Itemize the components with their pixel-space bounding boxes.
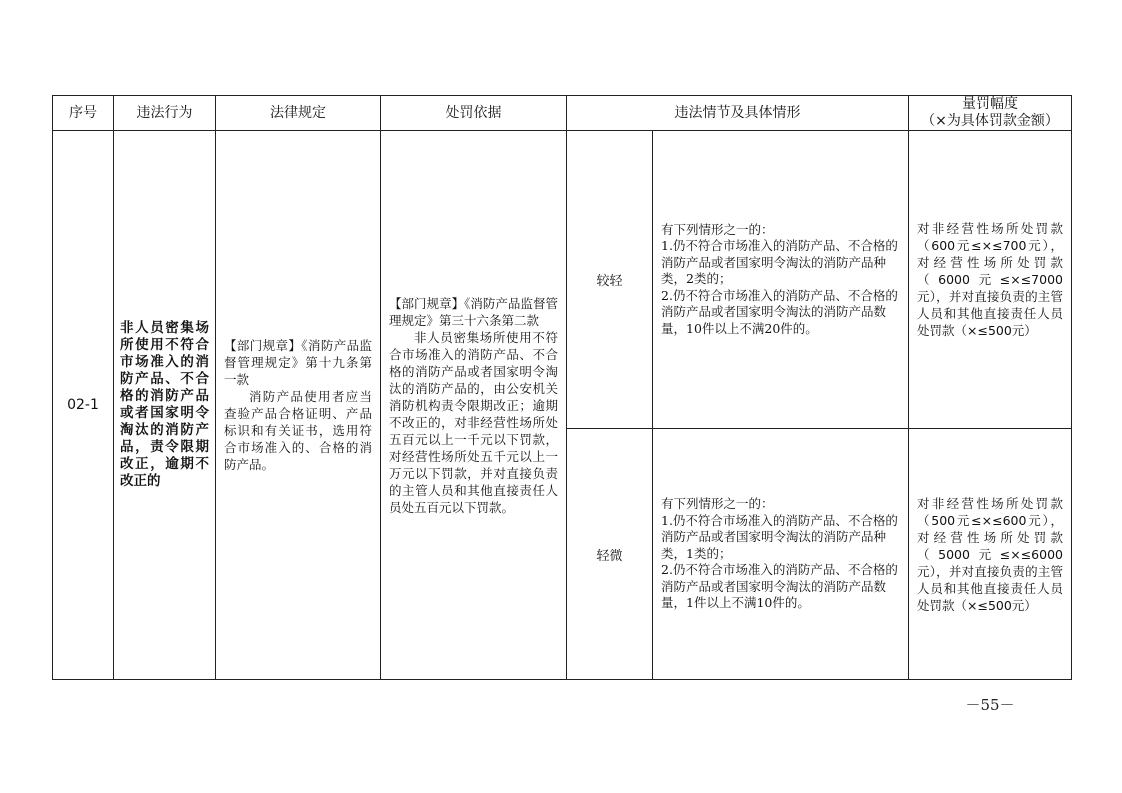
basis-text: 非人员密集场所使用不符合市场准入的消防产品、不合格的消防产品或者国家明令淘汰的消防产品的，由公安机关消防机构责令限期改正；逾期不改正的，对非经营性场所处五百元以上一千元以下罚款，对经营性场所处五千元以上一万元以下罚款，并对直接负责的主管人员和其他直接责任人员处五百元以下罚款。: [389, 329, 558, 515]
header-basis: 处罚依据: [381, 96, 567, 131]
level-fine-2: 对非经营性场所处罚款（500元≤×≤600元），对经营性场所处罚款（5000元≤×≤6000元），并对直接负责的主管人员和其他直接责任人员处罚款（×≤500元）: [909, 429, 1072, 680]
level-detail-1-item1: 1.仍不符合市场准入的消防产品、不合格的消防产品或者国家明令淘汰的消防产品种类，2类的；: [661, 238, 898, 287]
page-number: －55－: [965, 696, 1015, 714]
header-seq: 序号: [53, 96, 114, 131]
basis-title: 【部门规章】《消防产品监督管理规定》第三十六条第二款: [389, 295, 558, 328]
header-law: 法律规定: [216, 96, 381, 131]
header-behavior: 违法行为: [114, 96, 216, 131]
header-circumstance: 违法情节及具体情形: [567, 96, 909, 131]
level-detail-2-item1: 1.仍不符合市场准入的消防产品、不合格的消防产品或者国家明令淘汰的消防产品种类，1类的；: [661, 512, 898, 561]
level-fine-1: 对非经营性场所处罚款（600元≤×≤700元），对经营性场所处罚款（6000元≤×≤7000元），并对直接负责的主管人员和其他直接责任人员处罚款（×≤500元）: [909, 131, 1072, 429]
level-label-1: 较轻: [567, 131, 653, 429]
level-detail-1: [653, 131, 909, 429]
row-basis: [381, 131, 567, 680]
level-detail-2-item2: 2.仍不符合市场准入的消防产品、不合格的消防产品或者国家明令淘汰的消防产品数量，1件以上不满10件的。: [661, 562, 898, 611]
level-detail-1-intro: 有下列情形之一的：: [661, 221, 774, 237]
header-fine-line2: （×为具体罚款金额）: [921, 113, 1059, 129]
table-row: [53, 131, 1072, 429]
law-title: 【部门规章】《消防产品监督管理规定》第十九条第一款: [224, 338, 372, 387]
row-law: [216, 131, 381, 680]
row-seq: 02-1: [53, 131, 114, 680]
header-fine-line1: 量罚幅度: [962, 96, 1018, 112]
header-row: [53, 96, 1072, 131]
level-label-2: 轻微: [567, 429, 653, 680]
level-detail-2-intro: 有下列情形之一的：: [661, 496, 774, 512]
penalty-table: [52, 95, 1072, 680]
level-detail-2: [653, 429, 909, 680]
row-behavior: 非人员密集场所使用不符合市场准入的消防产品、不合格的消防产品或者国家明令淘汰的消防产品，责令限期改正，逾期不改正的: [114, 131, 216, 680]
header-fine: [909, 96, 1072, 131]
law-text: 消防产品使用者应当查验产品合格证明、产品标识和有关证书，选用符合市场准入的、合格的消防产品。: [224, 389, 372, 472]
level-detail-1-item2: 2.仍不符合市场准入的消防产品、不合格的消防产品或者国家明令淘汰的消防产品数量，10件以上不满20件的。: [661, 287, 898, 336]
